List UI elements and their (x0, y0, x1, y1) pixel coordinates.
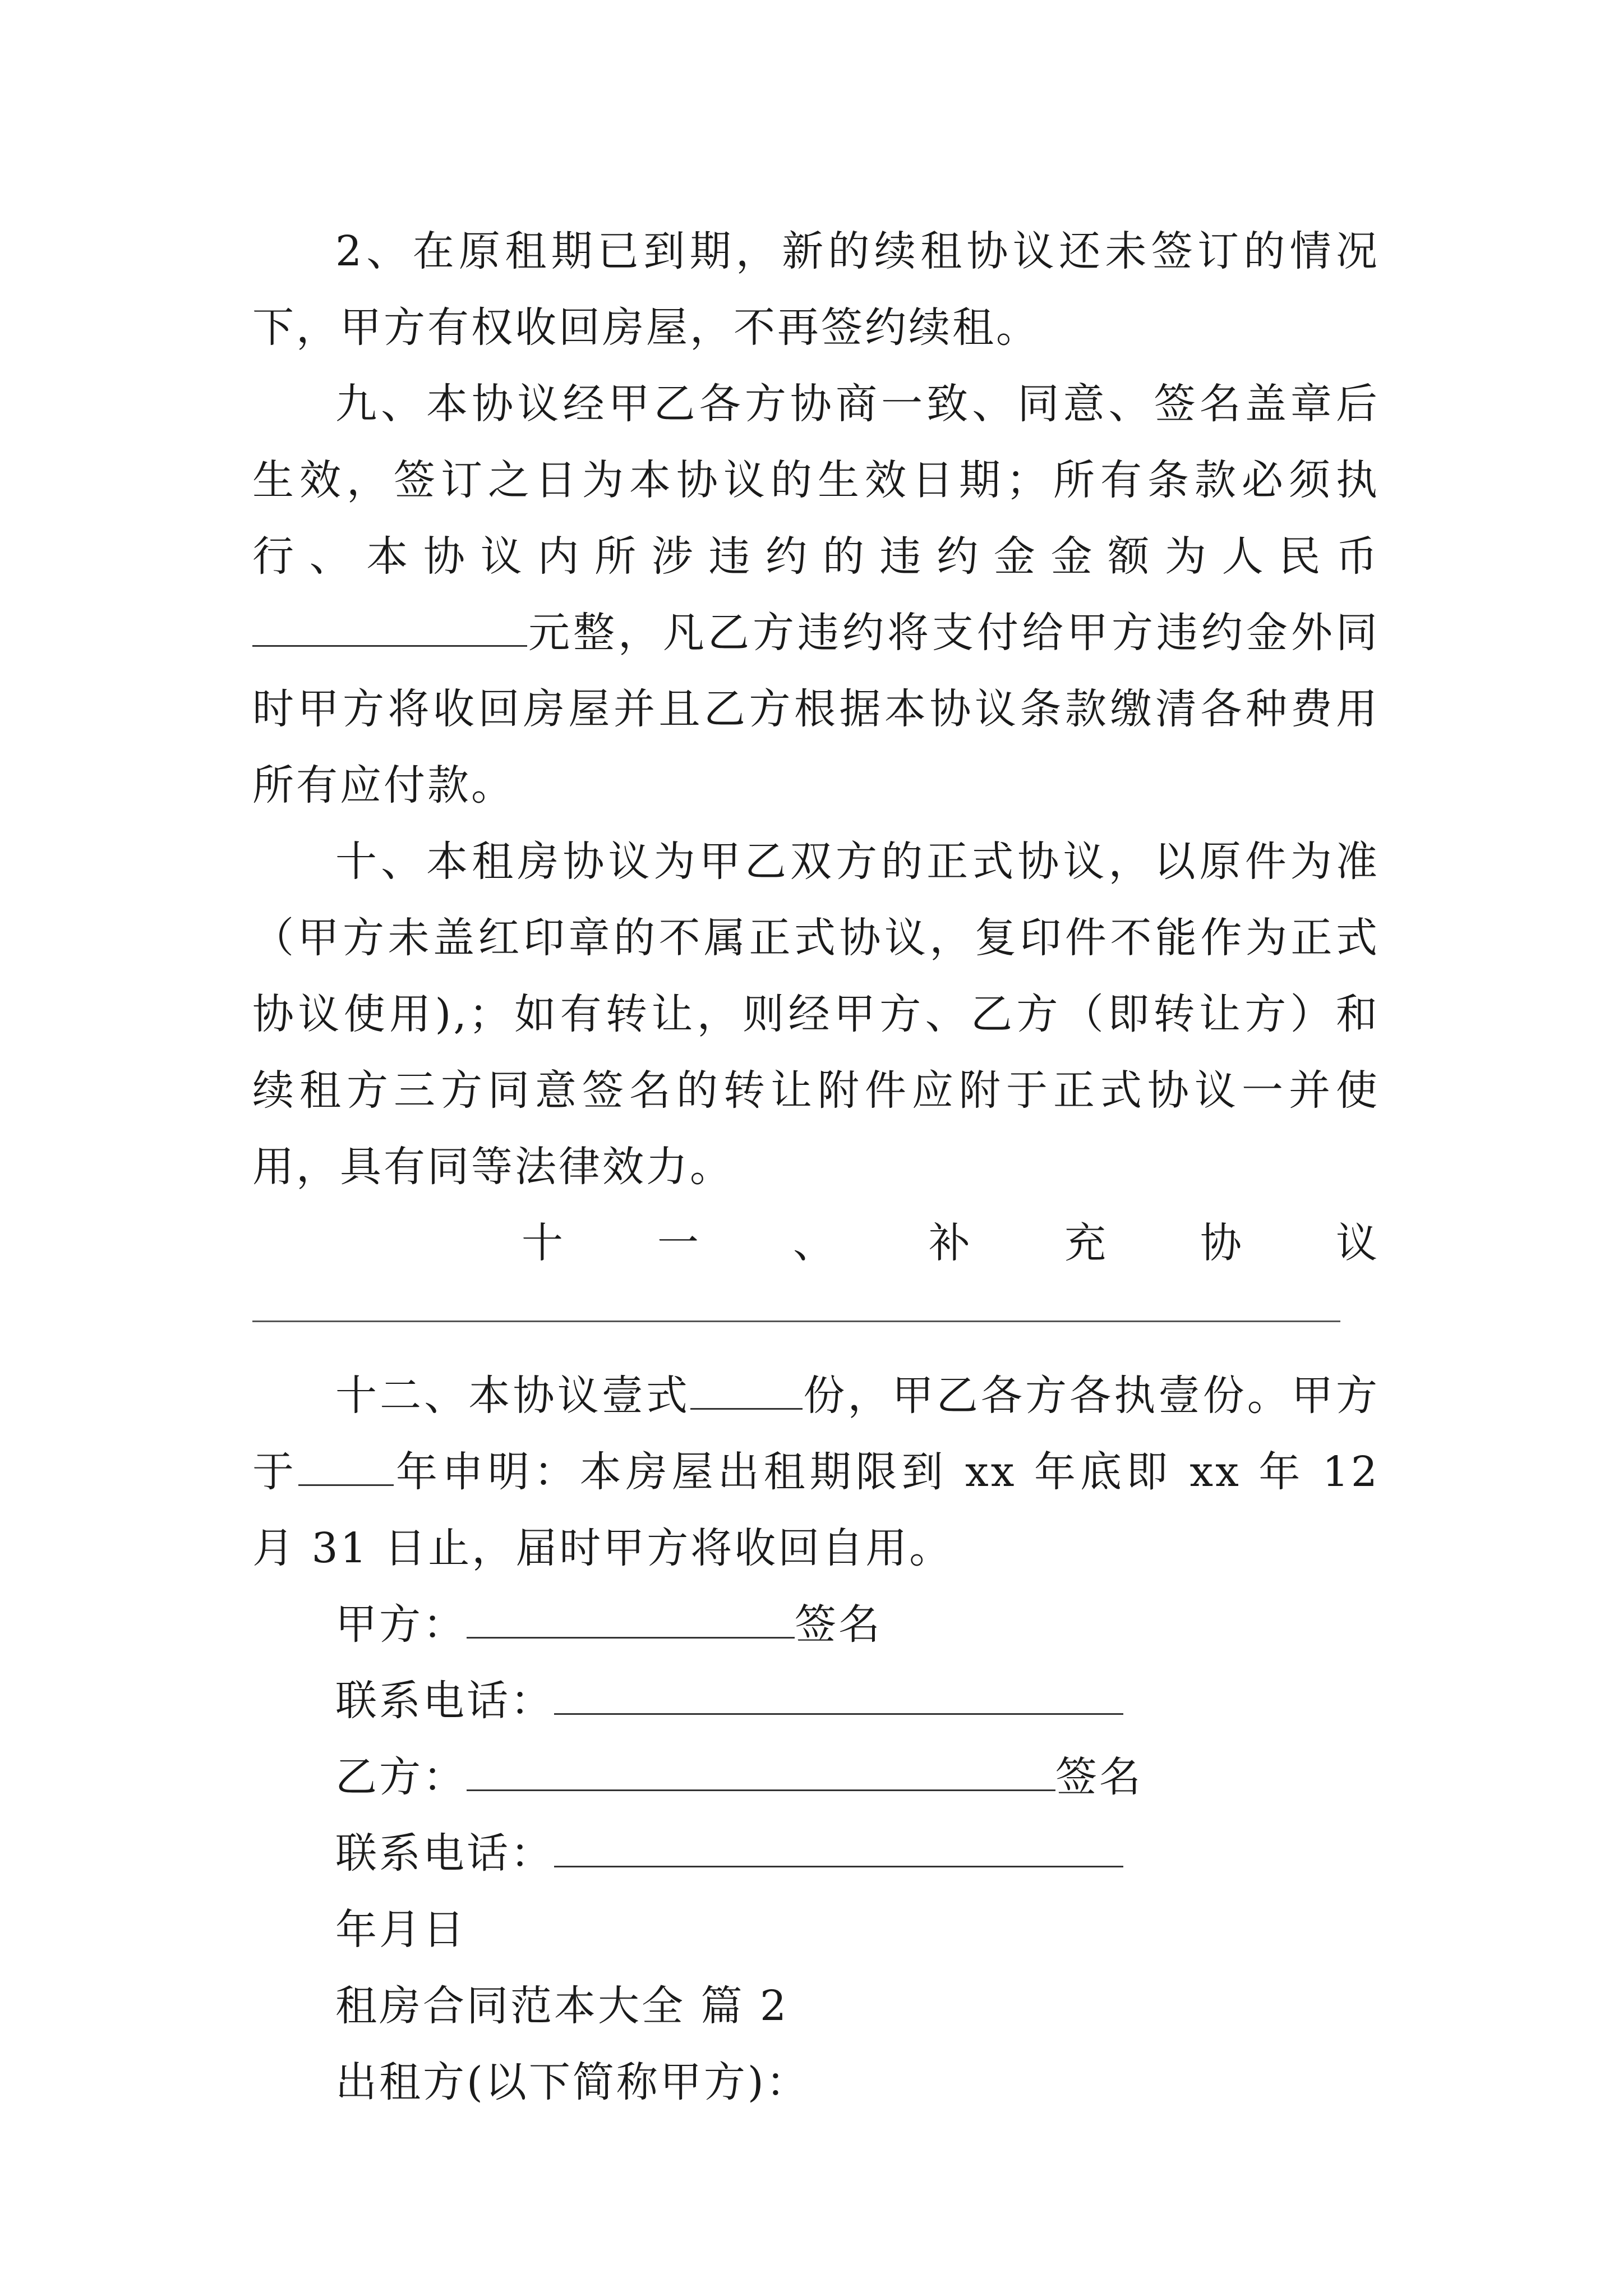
paragraph-renewal-clause (252, 213, 1380, 366)
lessor-line (252, 2044, 1380, 2120)
declaration-year-blank (298, 1451, 394, 1486)
party-a-signature-line (252, 1586, 1380, 1663)
party-a-sign-label: 签名 (795, 1600, 882, 1649)
phone-label: 联系电话： (335, 1677, 554, 1725)
date-line (252, 1892, 1380, 1968)
clause-nine-text-part2: 元整，凡乙方违约将支付给甲方违约金外同时甲方将收回房屋并且乙方根据本协议条款缴清各种费用所有应付款。 (252, 609, 1380, 809)
clause-eleven-char: 议 (1336, 1219, 1380, 1267)
party-b-signature-line (252, 1739, 1380, 1815)
penalty-amount-blank (252, 611, 527, 647)
clause-eleven-char: 一 (657, 1219, 701, 1267)
party-b-label: 乙方： (335, 1753, 467, 1801)
paragraph-clause-nine (252, 366, 1380, 823)
copies-count-blank (690, 1374, 803, 1410)
renewal-clause-text: 2、在原租期已到期，新的续租协议还未签订的情况下，甲方有权收回房屋，不再签约续租。 (252, 227, 1380, 352)
party-b-phone-line (252, 1815, 1380, 1892)
lessor-label: 出租方(以下简称甲方)： (335, 2058, 810, 2106)
party-b-sign-label: 签名 (1055, 1753, 1143, 1801)
clause-eleven-char: 、 (793, 1219, 837, 1267)
clause-eleven-heading (252, 1205, 1380, 1281)
party-a-phone-line (252, 1663, 1380, 1739)
clause-twelve-text-part2: 份，甲乙各方各执壹份。甲方于 (252, 1372, 1380, 1496)
clause-twelve-text-part1: 十二、本协议壹式 (335, 1372, 691, 1420)
paragraph-clause-ten (252, 823, 1380, 1205)
date-label: 年月日 (335, 1906, 467, 1954)
party-b-phone-blank (554, 1832, 1123, 1867)
document-body (252, 213, 1380, 2120)
party-a-label: 甲方： (335, 1600, 467, 1649)
clause-ten-text: 十、本租房协议为甲乙双方的正式协议，以原件为准（甲方未盖红印章的不属正式协议，复印件不能作为正式协议使用),；如有转让，则经甲方、乙方（即转让方）和续租方三方同意签名的转让附件应附于正式协议一并使用，具有同等法律效力。 (252, 838, 1380, 1191)
clause-twelve-text-part3: 年申明：本房屋出租期限到 xx 年底即 xx 年 12 月 31 日止，届时甲方将收回自用。 (252, 1448, 1380, 1572)
section-title-text: 租房合同范本大全 篇 2 (335, 1982, 789, 2030)
clause-nine-text-part1: 九、本协议经甲乙各方协商一致、同意、签名盖章后生效，签订之日为本协议的生效日期；所有条款必须执行、本协议内所涉违约的违约金金额为人民币 (252, 380, 1380, 581)
section-title (252, 1968, 1380, 2044)
paragraph-clause-twelve (252, 1358, 1380, 1586)
clause-eleven-char: 十 (522, 1219, 565, 1267)
party-a-blank (467, 1603, 795, 1639)
party-a-phone-blank (554, 1680, 1123, 1715)
clause-eleven-char: 协 (1200, 1219, 1244, 1267)
supplementary-agreement-line (252, 1281, 1380, 1358)
clause-eleven-char: 充 (1064, 1219, 1108, 1267)
supplementary-blank-rule (252, 1320, 1340, 1322)
phone-label: 联系电话： (335, 1829, 554, 1878)
clause-eleven-char: 补 (929, 1219, 972, 1267)
party-b-blank (467, 1756, 1055, 1791)
